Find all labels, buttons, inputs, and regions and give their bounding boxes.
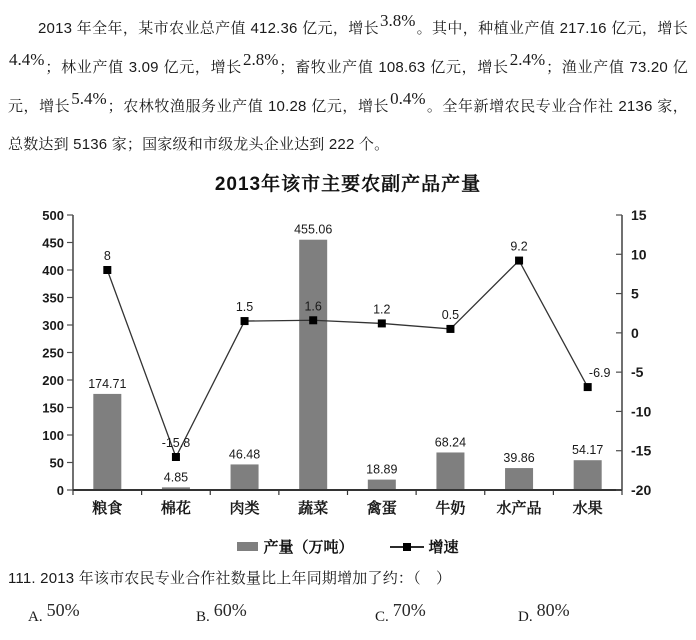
right-axis-tick-label: -20 — [631, 482, 652, 498]
question-text: 2013 年该市农民专业合作社数量比上年同期增加了约：（ ） — [40, 570, 452, 587]
bar-肉类 — [231, 464, 259, 490]
legend-label-production: 产量（万吨） — [263, 539, 354, 556]
category-label-粮食: 粮食 — [92, 500, 123, 517]
option-a-label: A. — [28, 609, 43, 625]
line-marker-point — [515, 257, 523, 265]
paragraph-segment: 2013 年全年，某市农业总产值 412.36 亿元，增长 — [38, 20, 380, 37]
option-c-value: 70% — [392, 600, 426, 620]
paragraph-segment: 。全年新增农民专业合作社 2136 家，总数达到 5136 家；国家级和市级龙头企业达到 222 个。 — [8, 98, 688, 153]
line-marker-icon — [390, 546, 424, 548]
bar-data-label: 46.48 — [228, 447, 261, 462]
right-axis-tick-label: 5 — [631, 285, 639, 302]
category-label-禽蛋: 禽蛋 — [366, 500, 397, 517]
chart-plot-area — [0, 162, 696, 534]
left-axis-tick-label: 400 — [42, 263, 64, 278]
left-axis-tick-label: 50 — [49, 455, 64, 471]
line-marker-point — [378, 319, 386, 327]
chart-title: 2013年该市主要农副产品产量 — [214, 174, 482, 195]
category-label-水产品: 水产品 — [496, 500, 542, 517]
paragraph-segment: 。其中，种植业产值 217.16 亿元，增长 — [416, 20, 688, 37]
question-number: 111. — [8, 570, 36, 587]
bar-data-label: 18.89 — [366, 462, 398, 477]
paragraph-segment: ；畜牧业产值 108.63 亿元，增长 — [279, 59, 509, 76]
left-axis-tick-label: 500 — [42, 208, 64, 223]
bar-data-label: 68.24 — [434, 435, 467, 450]
intro-paragraph — [0, 0, 696, 162]
legend-label-growth: 增速 — [428, 539, 459, 556]
question-line — [8, 567, 696, 588]
category-label-肉类: 肉类 — [229, 500, 260, 517]
left-axis-tick-label: 350 — [42, 290, 64, 306]
growth-line — [107, 261, 587, 457]
category-label-牛奶: 牛奶 — [435, 500, 466, 517]
line-data-label: 1.2 — [373, 302, 391, 317]
line-data-label: -6.9 — [588, 366, 611, 381]
combo-chart — [0, 162, 696, 557]
left-axis-tick-label: 100 — [42, 428, 64, 443]
growth-rate-superscript: 3.8% — [380, 11, 416, 30]
bar-粮食 — [93, 394, 121, 490]
bar-data-label: 174.71 — [88, 376, 127, 391]
line-data-label: 9.2 — [510, 239, 528, 254]
paragraph-segment: ；农林牧渔服务业产值 10.28 亿元，增长 — [107, 98, 390, 115]
line-data-label: 0.5 — [441, 307, 460, 322]
left-axis-tick-label: 0 — [56, 483, 64, 498]
option-d — [518, 600, 570, 626]
option-c-label: C. — [375, 609, 389, 625]
bar-禽蛋 — [368, 480, 396, 490]
growth-rate-superscript: 2.4% — [509, 50, 546, 69]
bar-swatch-icon — [237, 542, 258, 551]
options-row — [0, 600, 696, 626]
left-axis-tick-label: 150 — [42, 400, 64, 416]
line-data-label: 1.6 — [304, 299, 322, 314]
line-marker-point — [241, 317, 249, 325]
bar-水果 — [574, 460, 602, 490]
left-axis-tick-label: 200 — [42, 373, 64, 388]
line-data-label: -15.8 — [161, 436, 191, 450]
bar-data-label: 39.86 — [503, 451, 535, 466]
bar-水产品 — [505, 468, 533, 490]
bar-data-label: 54.17 — [572, 443, 604, 458]
option-b-label: B. — [196, 609, 210, 625]
line-marker-point — [103, 266, 111, 274]
option-b-value: 60% — [213, 600, 247, 620]
left-axis-tick-label: 450 — [42, 235, 64, 251]
growth-rate-superscript: 2.8% — [242, 50, 279, 69]
line-data-label: 1.5 — [235, 300, 254, 315]
right-axis-tick-label: -5 — [631, 364, 644, 381]
category-label-蔬菜: 蔬菜 — [298, 500, 329, 517]
line-marker-point — [584, 383, 592, 391]
bar-蔬菜 — [299, 240, 327, 490]
bar-data-label: 4.85 — [163, 470, 189, 485]
right-axis-tick-label: 15 — [631, 207, 647, 223]
right-axis-tick-label: -15 — [631, 442, 652, 459]
option-a-value: 50% — [46, 600, 80, 620]
left-axis-tick-label: 300 — [42, 318, 64, 333]
right-axis-tick-label: 10 — [631, 246, 647, 263]
right-axis-tick-label: 0 — [631, 324, 639, 341]
paragraph-segment: ；林业产值 3.09 亿元，增长 — [45, 59, 242, 76]
option-d-label: D. — [518, 609, 533, 625]
growth-rate-superscript: 4.4% — [9, 50, 45, 69]
chart-legend — [0, 536, 696, 557]
option-c — [375, 600, 518, 626]
line-marker-point — [446, 325, 454, 333]
line-data-label: 8 — [103, 249, 111, 263]
legend-item-growth — [390, 536, 459, 557]
option-b — [196, 600, 375, 626]
legend-item-production — [237, 536, 353, 557]
option-d-value: 80% — [536, 600, 570, 620]
line-marker-point — [309, 316, 317, 324]
paragraph-segment: ；渔业产值 73.20 亿元，增长 — [8, 59, 688, 115]
option-a — [28, 600, 196, 626]
line-marker-point — [172, 453, 180, 461]
bar-牛奶 — [436, 452, 464, 490]
category-label-水果: 水果 — [572, 500, 603, 517]
category-label-棉花: 棉花 — [160, 500, 191, 517]
left-axis-tick-label: 250 — [42, 345, 64, 361]
growth-rate-superscript: 5.4% — [71, 89, 107, 108]
bar-data-label: 455.06 — [294, 222, 333, 237]
right-axis-tick-label: -10 — [631, 403, 652, 420]
growth-rate-superscript: 0.4% — [390, 89, 426, 108]
